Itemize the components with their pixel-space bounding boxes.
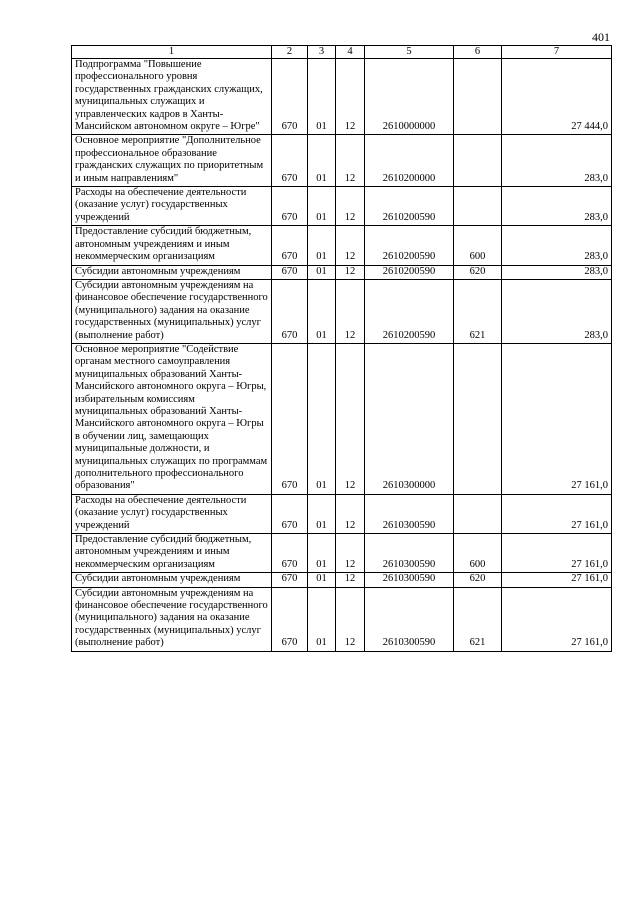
section-code-cell: 01 (308, 135, 336, 187)
ministry-code-cell: 670 (272, 135, 308, 187)
subsection-code-cell: 12 (336, 534, 365, 573)
target-article-cell: 2610300590 (365, 534, 454, 573)
expense-type-cell (454, 135, 502, 187)
section-code-cell: 01 (308, 494, 336, 533)
header-row (72, 46, 612, 59)
table-row (72, 587, 612, 651)
ministry-code-cell: 670 (272, 187, 308, 226)
amount-cell: 283,0 (502, 279, 612, 343)
section-code-cell: 01 (308, 59, 336, 135)
table-row (72, 226, 612, 265)
ministry-code-cell: 670 (272, 265, 308, 279)
row-name-cell: Субсидии автономным учреждениям (72, 573, 272, 587)
row-name-cell: Субсидии автономным учреждениям (72, 265, 272, 279)
header-cell-6: 6 (454, 46, 502, 59)
header-cell-3: 3 (308, 46, 336, 59)
amount-cell: 27 161,0 (502, 573, 612, 587)
header-cell-5: 5 (365, 46, 454, 59)
expense-type-cell: 620 (454, 573, 502, 587)
page-number: 401 (592, 30, 610, 44)
expense-type-cell (454, 59, 502, 135)
ministry-code-cell: 670 (272, 226, 308, 265)
section-code-cell: 01 (308, 265, 336, 279)
ministry-code-cell: 670 (272, 573, 308, 587)
expense-type-cell (454, 187, 502, 226)
amount-cell: 283,0 (502, 226, 612, 265)
table-row (72, 534, 612, 573)
amount-cell: 27 161,0 (502, 343, 612, 494)
subsection-code-cell: 12 (336, 187, 365, 226)
row-name-cell: Подпрограмма "Повышение профессионального уровня государственных гражданских служащих, муниципальных служащих и управленческих кадров в Ханты-Мансийском автономном округе – Югре" (72, 59, 272, 135)
target-article-cell: 2610200590 (365, 265, 454, 279)
section-code-cell: 01 (308, 587, 336, 651)
target-article-cell: 2610300590 (365, 494, 454, 533)
subsection-code-cell: 12 (336, 135, 365, 187)
subsection-code-cell: 12 (336, 343, 365, 494)
target-article-cell: 2610200590 (365, 279, 454, 343)
ministry-code-cell: 670 (272, 279, 308, 343)
amount-cell: 283,0 (502, 187, 612, 226)
row-name-cell: Расходы на обеспечение деятельности (оказание услуг) государственных учреждений (72, 494, 272, 533)
table-row (72, 187, 612, 226)
target-article-cell: 2610200590 (365, 226, 454, 265)
expense-type-cell: 600 (454, 534, 502, 573)
row-name-cell: Предоставление субсидий бюджетным, автономным учреждениям и иным некоммерческим организациям (72, 534, 272, 573)
ministry-code-cell: 670 (272, 494, 308, 533)
expense-type-cell: 621 (454, 279, 502, 343)
amount-cell: 27 444,0 (502, 59, 612, 135)
row-name-cell: Предоставление субсидий бюджетным, автономным учреждениям и иным некоммерческим организациям (72, 226, 272, 265)
amount-cell: 283,0 (502, 135, 612, 187)
row-name-cell: Субсидии автономным учреждениям на финансовое обеспечение государственного (муниципального) задания на оказание государственных (муниципальных) услуг (выполнение работ) (72, 587, 272, 651)
target-article-cell: 2610300590 (365, 587, 454, 651)
row-name-cell: Основное мероприятие "Содействие органам местного самоуправления муниципальных образований Ханты-Мансийского автономного округа – Югры, избирательным комиссиям муниципальных образований Ханты-Мансийского автономного округа – Югры в обучении лиц, замещающих муниципальные должности, и муниципальных служащих по программам дополнительного профессионального образования" (72, 343, 272, 494)
expense-type-cell: 620 (454, 265, 502, 279)
table-row (72, 343, 612, 494)
subsection-code-cell: 12 (336, 59, 365, 135)
target-article-cell: 2610200590 (365, 187, 454, 226)
row-name-cell: Расходы на обеспечение деятельности (оказание услуг) государственных учреждений (72, 187, 272, 226)
section-code-cell: 01 (308, 226, 336, 265)
expense-type-cell: 600 (454, 226, 502, 265)
subsection-code-cell: 12 (336, 265, 365, 279)
subsection-code-cell: 12 (336, 279, 365, 343)
expense-type-cell (454, 494, 502, 533)
table-row (72, 279, 612, 343)
amount-cell: 283,0 (502, 265, 612, 279)
ministry-code-cell: 670 (272, 59, 308, 135)
ministry-code-cell: 670 (272, 343, 308, 494)
table-row (72, 573, 612, 587)
row-name-cell: Субсидии автономным учреждениям на финансовое обеспечение государственного (муниципального) задания на оказание государственных (муниципальных) услуг (выполнение работ) (72, 279, 272, 343)
section-code-cell: 01 (308, 343, 336, 494)
table-row (72, 494, 612, 533)
table-row (72, 59, 612, 135)
amount-cell: 27 161,0 (502, 534, 612, 573)
subsection-code-cell: 12 (336, 494, 365, 533)
target-article-cell: 2610300000 (365, 343, 454, 494)
target-article-cell: 2610300590 (365, 573, 454, 587)
header-cell-4: 4 (336, 46, 365, 59)
amount-cell: 27 161,0 (502, 494, 612, 533)
subsection-code-cell: 12 (336, 587, 365, 651)
table-row (72, 135, 612, 187)
header-cell-2: 2 (272, 46, 308, 59)
ministry-code-cell: 670 (272, 534, 308, 573)
section-code-cell: 01 (308, 279, 336, 343)
header-cell-1: 1 (72, 46, 272, 59)
section-code-cell: 01 (308, 187, 336, 226)
expense-type-cell: 621 (454, 587, 502, 651)
target-article-cell: 2610000000 (365, 59, 454, 135)
table-row (72, 265, 612, 279)
budget-table (71, 45, 612, 652)
subsection-code-cell: 12 (336, 573, 365, 587)
section-code-cell: 01 (308, 534, 336, 573)
subsection-code-cell: 12 (336, 226, 365, 265)
row-name-cell: Основное мероприятие "Дополнительное профессиональное образование гражданских служащих по приоритетным и иным направлениям" (72, 135, 272, 187)
amount-cell: 27 161,0 (502, 587, 612, 651)
ministry-code-cell: 670 (272, 587, 308, 651)
expense-type-cell (454, 343, 502, 494)
section-code-cell: 01 (308, 573, 336, 587)
header-cell-7: 7 (502, 46, 612, 59)
target-article-cell: 2610200000 (365, 135, 454, 187)
